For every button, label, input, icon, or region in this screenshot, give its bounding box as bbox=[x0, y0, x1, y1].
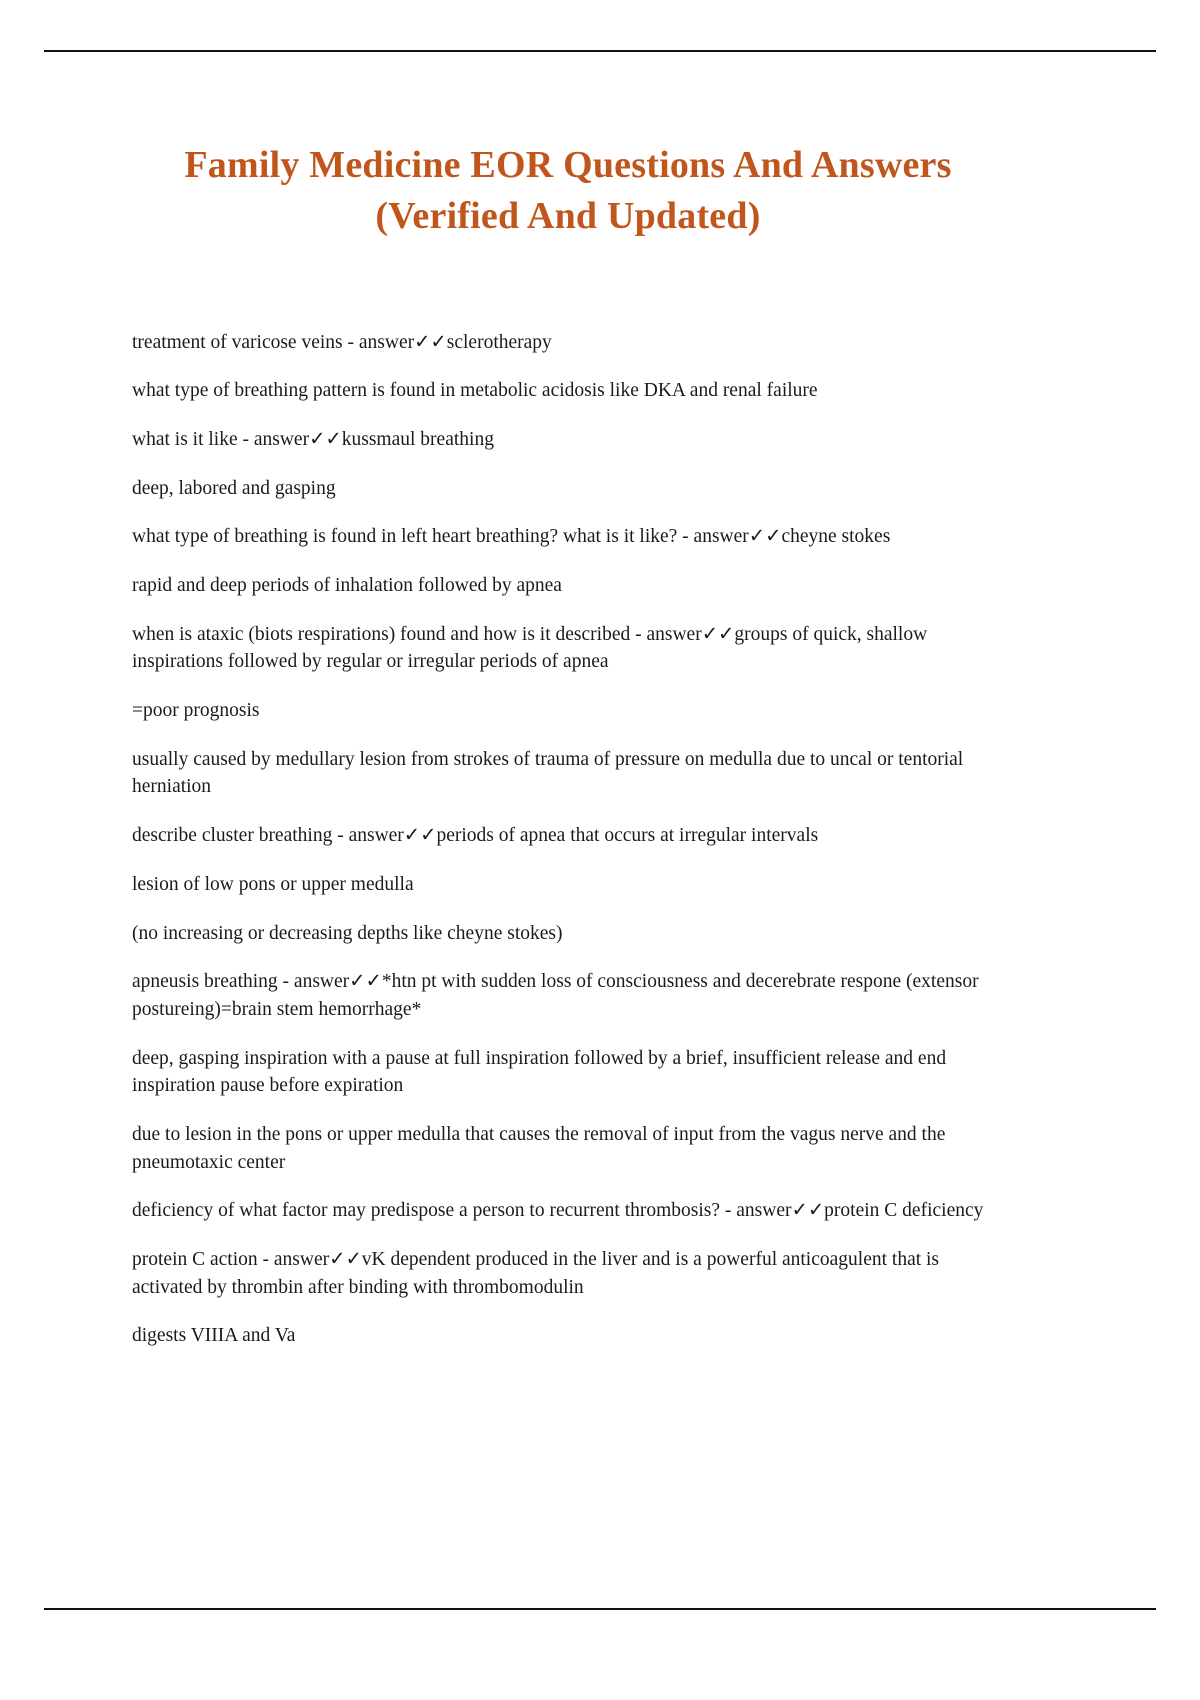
body-paragraph: treatment of varicose veins - answer✓✓sclerotherapy bbox=[132, 331, 552, 353]
document-content bbox=[132, 140, 1004, 1371]
body-paragraph: digests VIIIA and Va bbox=[132, 1325, 296, 1347]
document-body bbox=[132, 329, 1004, 1351]
body-paragraph: lesion of low pons or upper medulla bbox=[132, 873, 414, 895]
body-paragraph: (no increasing or decreasing depths like cheyne stokes) bbox=[132, 922, 563, 944]
body-paragraph: apneusis breathing - answer✓✓*htn pt with sudden loss of consciousness and decerebrate respone (extensor postureing)=brain stem hemorrhage* bbox=[132, 971, 984, 1020]
header-divider bbox=[44, 50, 1156, 52]
body-paragraph: deficiency of what factor may predispose a person to recurrent thrombosis? - answer✓✓protein C deficiency bbox=[132, 1200, 984, 1222]
body-paragraph: what is it like - answer✓✓kussmaul breathing bbox=[132, 428, 494, 450]
body-paragraph: describe cluster breathing - answer✓✓periods of apnea that occurs at irregular intervals bbox=[132, 825, 819, 847]
body-paragraph: =poor prognosis bbox=[132, 700, 260, 722]
page-title: Family Medicine EOR Questions And Answers (Verified And Updated) bbox=[184, 144, 952, 238]
body-paragraph: deep, gasping inspiration with a pause at full inspiration followed by a brief, insufficient release and end inspiration pause before expiration bbox=[132, 1047, 951, 1097]
body-paragraph: what type of breathing is found in left heart breathing? what is it like? - answer✓✓cheyne stokes bbox=[132, 526, 891, 548]
body-paragraph: due to lesion in the pons or upper medulla that causes the removal of input from the vagus nerve and the pneumotaxic center bbox=[132, 1123, 951, 1173]
body-paragraph: what type of breathing pattern is found in metabolic acidosis like DKA and renal failure bbox=[132, 380, 818, 402]
body-paragraph: protein C action - answer✓✓vK dependent produced in the liver and is a powerful anticoagulent that is activated by thrombin after binding with thrombomodulin bbox=[132, 1249, 944, 1298]
body-paragraph: usually caused by medullary lesion from strokes of trauma of pressure on medulla due to uncal or tentorial herniation bbox=[132, 748, 969, 798]
body-paragraph: when is ataxic (biots respirations) found and how is it described - answer✓✓groups of quick, shallow inspirations followed by regular or irregular periods of apnea bbox=[132, 623, 933, 673]
body-paragraph: deep, labored and gasping bbox=[132, 477, 336, 499]
footer-divider bbox=[44, 1608, 1156, 1610]
body-paragraph: rapid and deep periods of inhalation followed by apnea bbox=[132, 575, 562, 597]
